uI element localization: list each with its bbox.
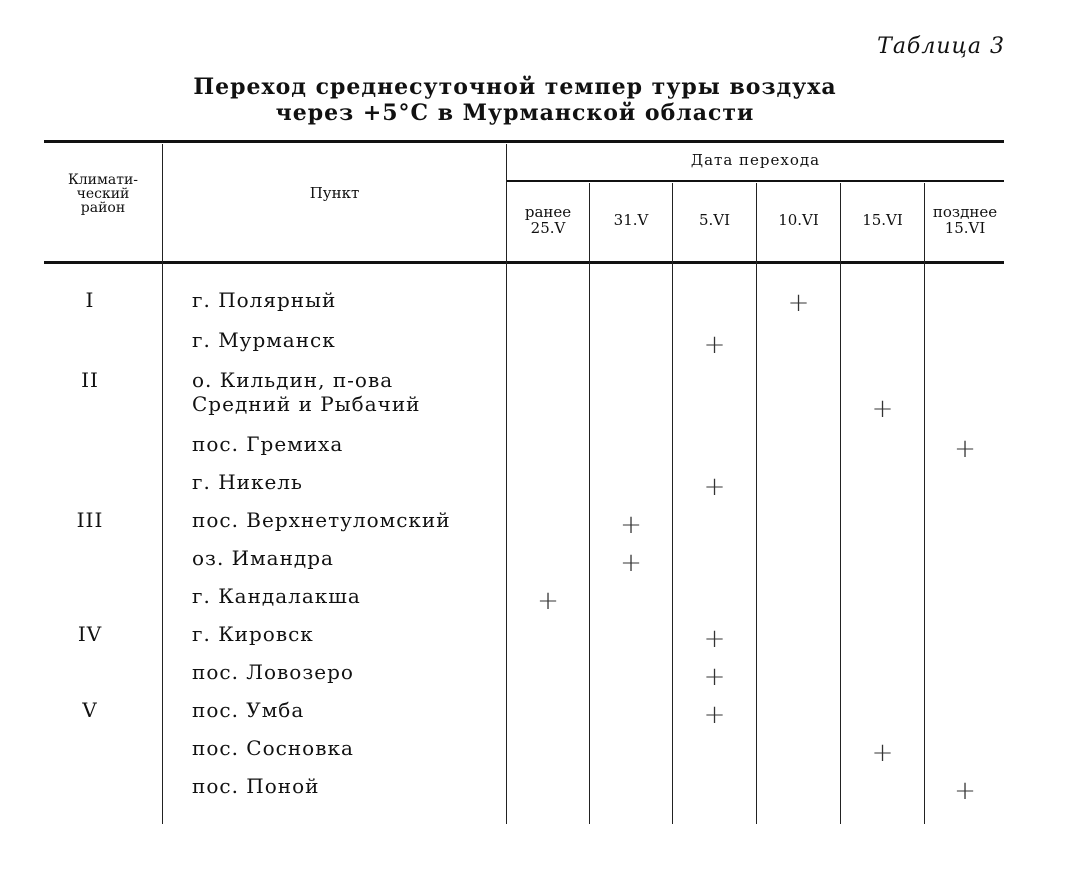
divider-date-1	[589, 183, 590, 824]
place-name: пос. Верхнетуломский	[192, 508, 451, 532]
place-name: г. Кандалакша	[192, 584, 361, 608]
district-number: III	[76, 508, 104, 532]
table-number-label: Таблица 3	[877, 34, 1005, 59]
transition-mark: +	[703, 700, 726, 730]
date-group-rule	[507, 180, 1004, 182]
transition-mark: +	[703, 624, 726, 654]
header-place: Пункт	[309, 184, 360, 202]
district-number: IV	[77, 622, 103, 646]
divider-district-place	[162, 144, 163, 824]
table-title-line-1: Переход среднесуточной темпер туры воздуха	[193, 74, 837, 100]
place-name: пос. Гремиха	[192, 432, 344, 456]
place-name: пос. Поной	[192, 774, 320, 798]
top-rule	[44, 140, 1004, 143]
place-name: г. Никель	[192, 470, 303, 494]
header-district: Климати- ческий район	[67, 172, 139, 216]
place-name: г. Мурманск	[192, 328, 336, 352]
header-date-3: 5.VI	[698, 211, 731, 229]
district-number: I	[85, 288, 95, 312]
divider-date-5	[924, 183, 925, 824]
transition-mark: +	[620, 510, 642, 540]
district-number: II	[81, 368, 99, 392]
place-name: пос. Ловозеро	[192, 660, 354, 684]
transition-mark: +	[703, 472, 726, 502]
transition-mark: +	[954, 776, 976, 806]
district-number: V	[82, 698, 98, 722]
header-date-4: 10.VI	[778, 211, 819, 229]
transition-mark: +	[703, 662, 726, 692]
place-name: пос. Умба	[192, 698, 305, 722]
header-date-6: позднее 15.VI	[932, 203, 998, 237]
table-title-line-2: через +5°С в Мурманской области	[275, 100, 755, 126]
transition-mark: +	[871, 738, 894, 768]
header-date-5: 15.VI	[862, 211, 903, 229]
transition-mark: +	[620, 548, 642, 578]
transition-mark: +	[871, 394, 894, 424]
header-date-1: ранее 25.V	[524, 203, 572, 237]
header-bottom-rule	[44, 261, 1004, 264]
transition-mark: +	[703, 330, 726, 360]
divider-place-dates	[506, 144, 507, 824]
divider-date-3	[756, 183, 757, 824]
place-name: оз. Имандра	[192, 546, 334, 570]
place-name: о. Кильдин, п-ова Средний и Рыбачий	[192, 368, 421, 416]
header-date-group: Дата перехода	[690, 151, 821, 169]
place-name: пос. Сосновка	[192, 736, 354, 760]
header-date-2: 31.V	[613, 211, 649, 229]
transition-mark: +	[537, 586, 559, 616]
divider-date-4	[840, 183, 841, 824]
transition-mark: +	[954, 434, 976, 464]
transition-mark: +	[787, 288, 810, 318]
place-name: г. Полярный	[192, 288, 337, 312]
place-name: г. Кировск	[192, 622, 314, 646]
